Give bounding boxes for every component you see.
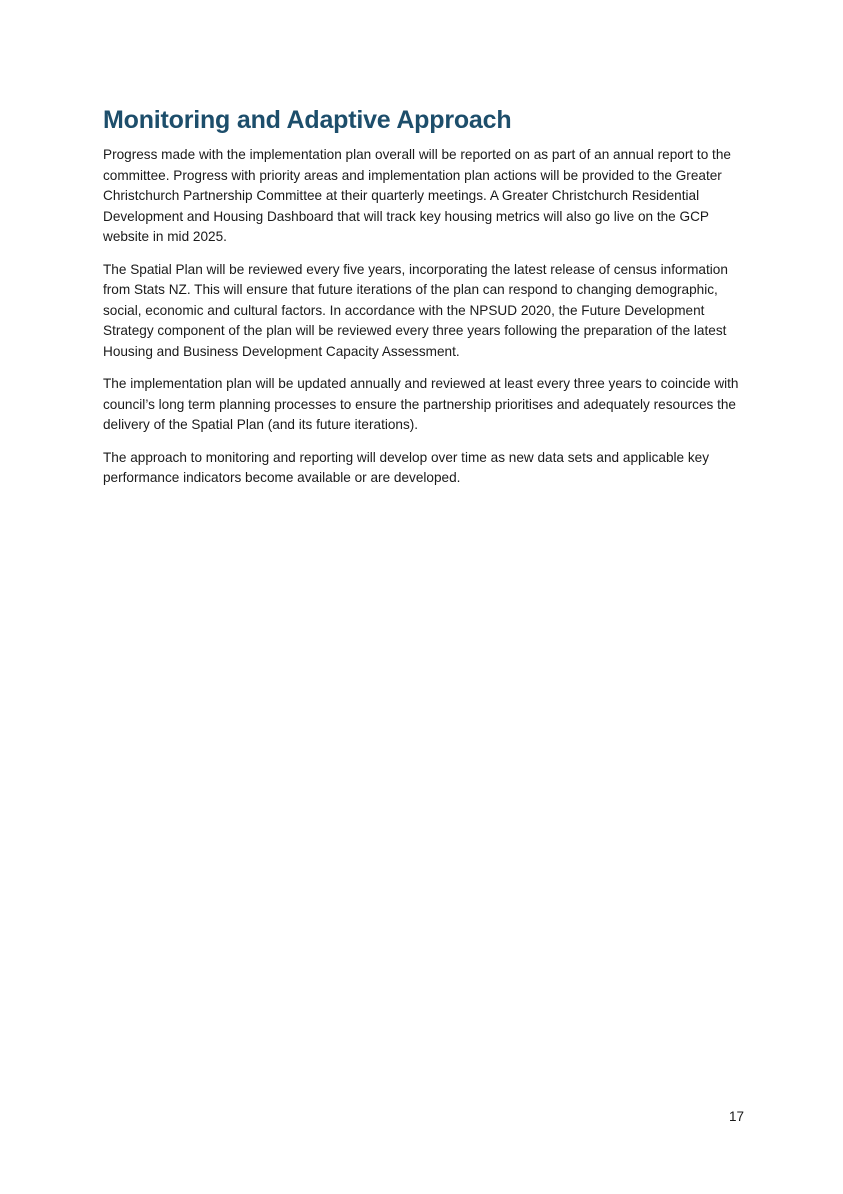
paragraph-progress-reporting: Progress made with the implementation plan overall will be reported on as part of an annual report to the committee. Progress with priority areas and implementation plan actions will be provided to the Greater Christchurch Partnership Committee at their quarterly meetings. A Greater Christchurch Residential Development and Housing Dashboard that will track key housing metrics will also go live on the GCP website in mid 2025. <box>103 147 731 244</box>
paragraph-implementation-plan-update: The implementation plan will be updated annually and reviewed at least every three years to coincide with council’s long term planning processes to ensure the partnership prioritises and adequately resources the delivery of the Spatial Plan (and its future iterations). <box>103 376 739 432</box>
section-heading: Monitoring and Adaptive Approach <box>103 106 512 134</box>
paragraph-monitoring-approach: The approach to monitoring and reporting will develop over time as new data sets and applicable key performance indicators become available or are developed. <box>103 449 710 485</box>
page-number: 17 <box>728 1109 744 1124</box>
paragraph-spatial-plan-review: The Spatial Plan will be reviewed every five years, incorporating the latest release of census information from Stats NZ. This will ensure that future iterations of the plan can respond to changing demographic, social, economic and cultural factors. In accordance with the NPSUD 2020, the Future Development Strategy component of the plan will be reviewed every three years following the preparation of the latest Housing and Business Development Capacity Assessment. <box>103 261 728 359</box>
page-content <box>103 104 751 501</box>
